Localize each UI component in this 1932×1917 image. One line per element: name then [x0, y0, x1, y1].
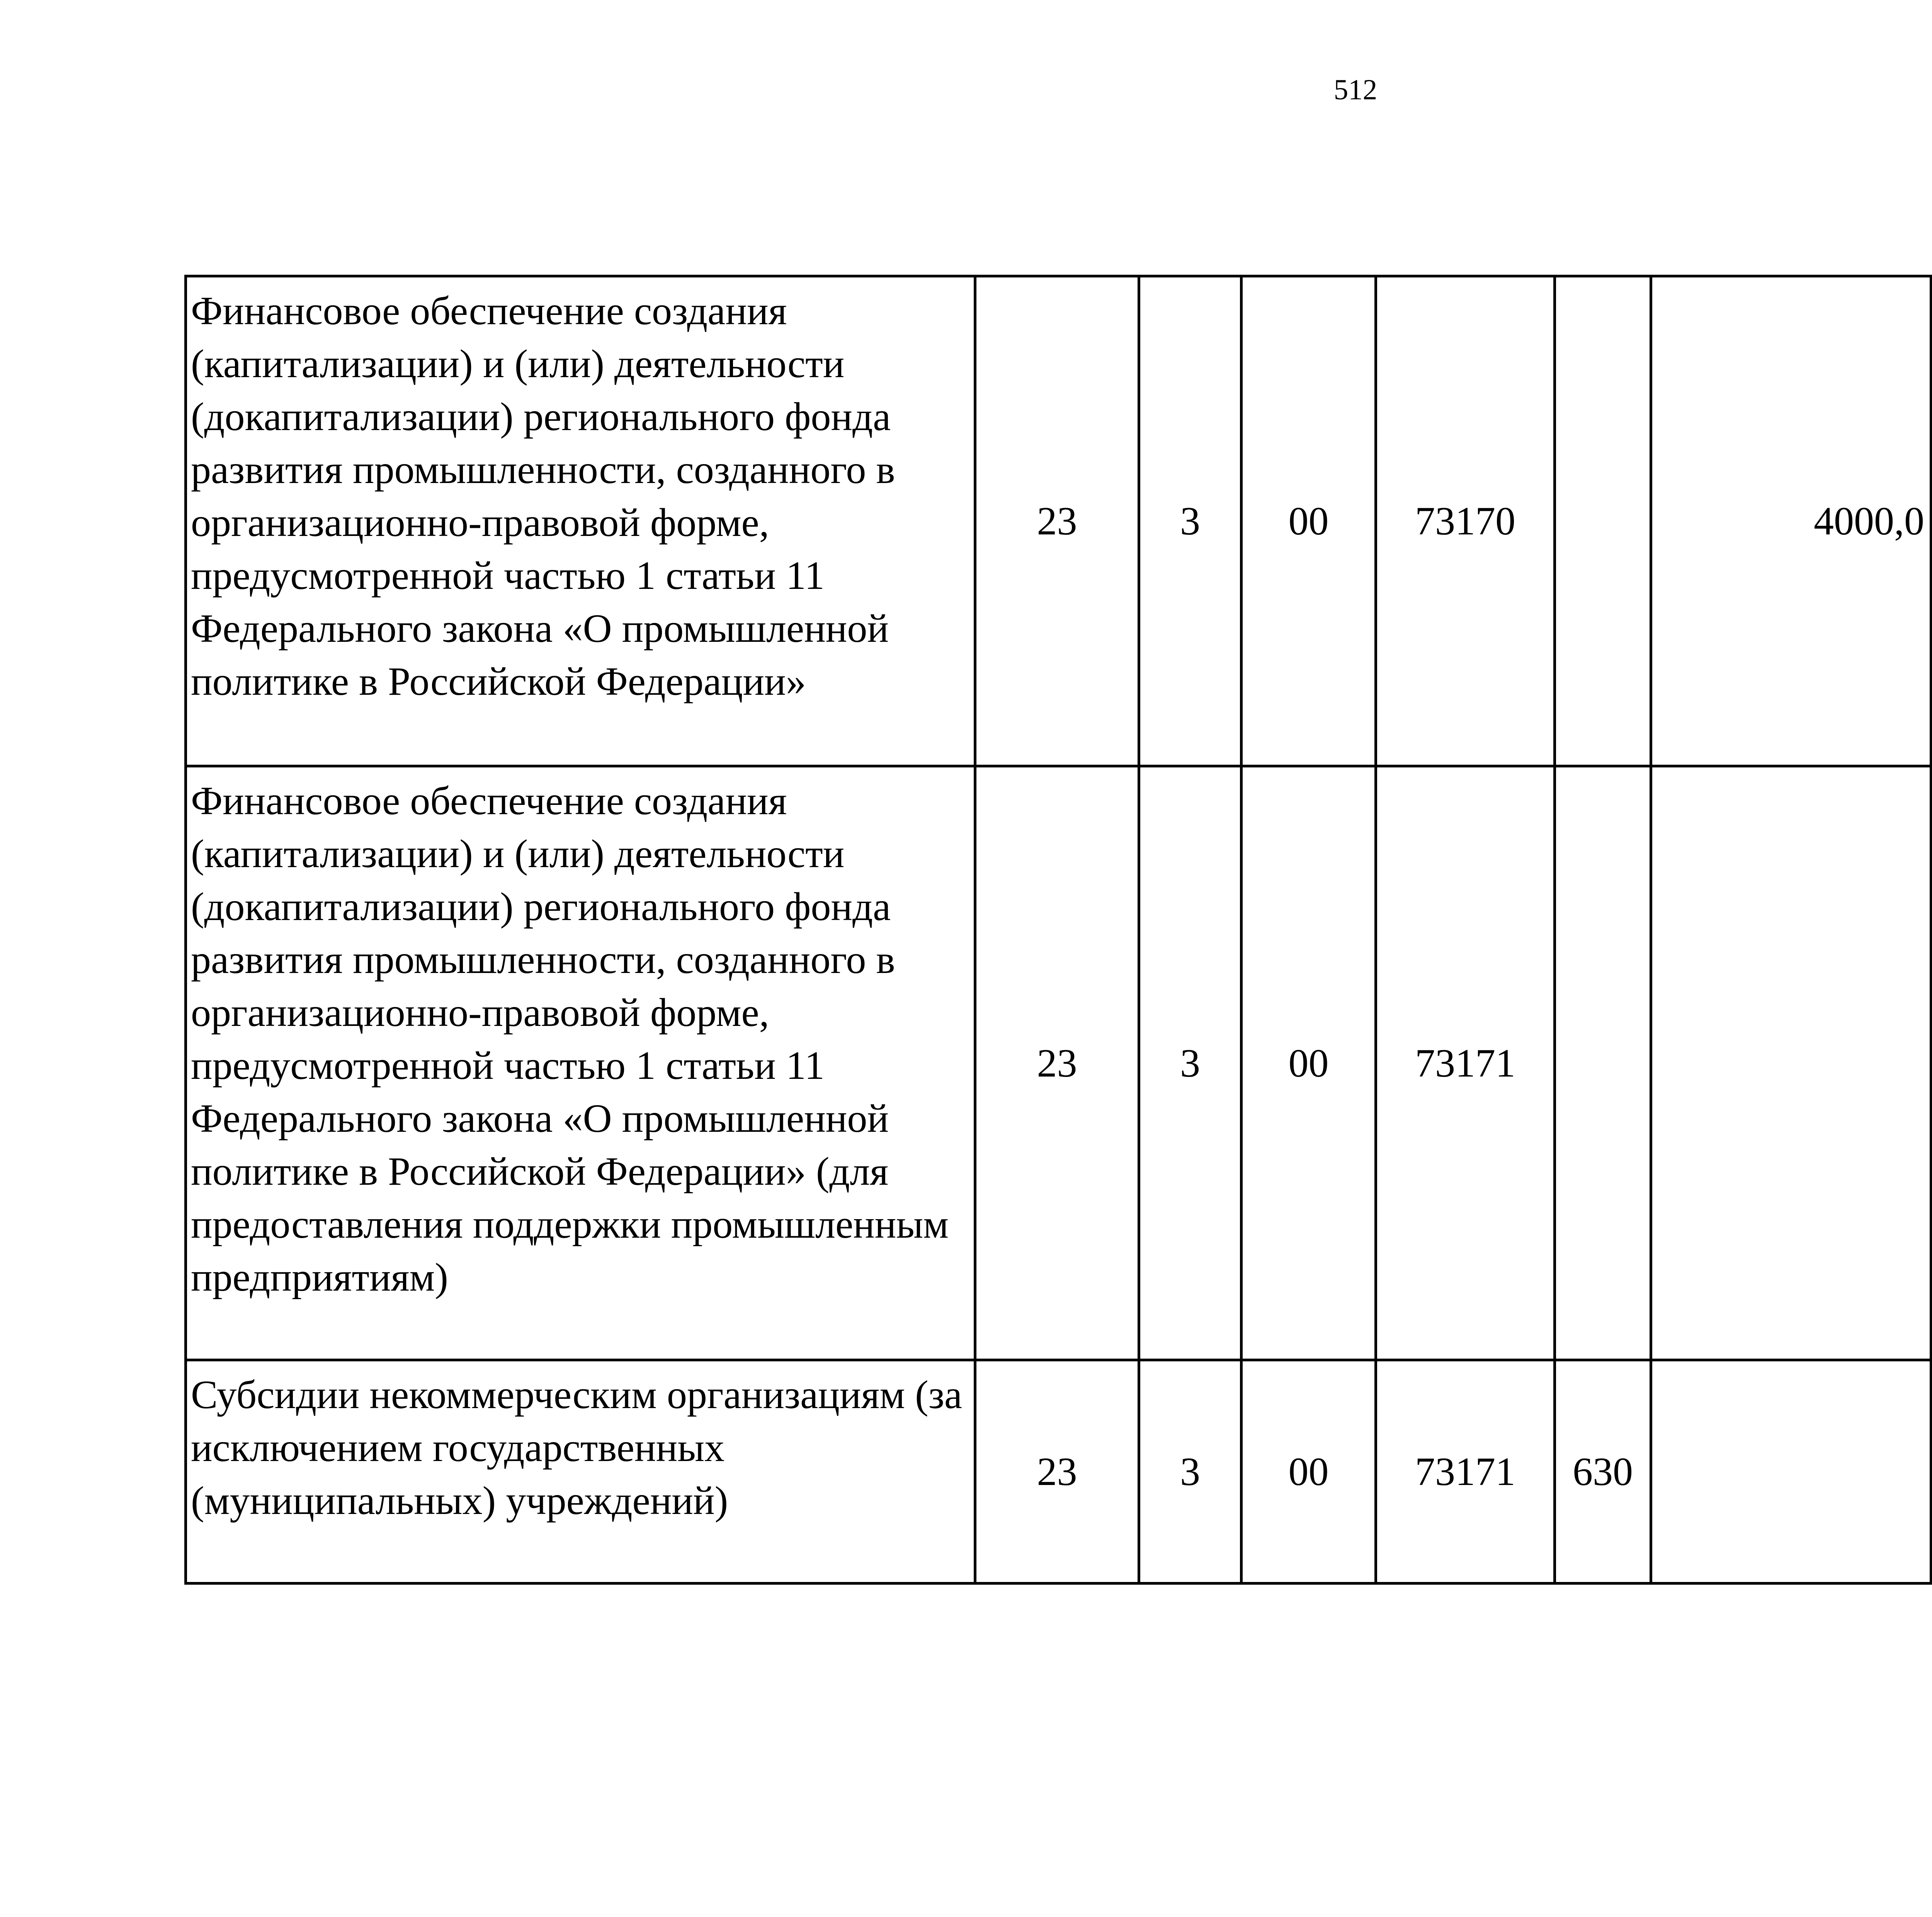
code-cell: 73170: [1376, 276, 1555, 766]
code-cell: 23: [975, 766, 1139, 1360]
table-row: [186, 276, 1932, 766]
code-cell: 73171: [1376, 766, 1555, 1360]
code-cell: 3: [1139, 276, 1242, 766]
amount-cell: 4000,0: [1651, 276, 1931, 766]
description-cell: Финансовое обеспечение создания (капитализации) и (или) деятельности (докапитализации) регионального фонда развития промышленности, созданного в организационно-правовой форме, предусмотренной частью 1 статьи 11 Федерального закона «О промышленной политике в Российской Федерации» (для предоставления поддержки промышленным предприятиям): [186, 766, 975, 1360]
amount-cell: [1651, 1360, 1931, 1584]
code-cell: 630: [1555, 1360, 1651, 1584]
code-cell: 3: [1139, 766, 1242, 1360]
code-cell: 00: [1242, 766, 1376, 1360]
amount-cell: [1651, 766, 1931, 1360]
code-cell: 23: [975, 276, 1139, 766]
code-cell: 3: [1139, 1360, 1242, 1584]
code-cell: 00: [1242, 1360, 1376, 1584]
budget-table: [184, 275, 1932, 1585]
table-row: [186, 1360, 1932, 1584]
description-cell: Финансовое обеспечение создания (капитализации) и (или) деятельности (докапитализации) регионального фонда развития промышленности, созданного в организационно-правовой форме, предусмотренной частью 1 статьи 11 Федерального закона «О промышленной политике в Российской Федерации»: [186, 276, 975, 766]
description-cell: Субсидии некоммерческим организациям (за исключением государственных (муниципальных) учреждений): [186, 1360, 975, 1584]
page-number: 512: [1333, 74, 1378, 106]
code-cell: [1555, 766, 1651, 1360]
table-row: [186, 766, 1932, 1360]
code-cell: 73171: [1376, 1360, 1555, 1584]
code-cell: 00: [1242, 276, 1376, 766]
code-cell: [1555, 276, 1651, 766]
code-cell: 23: [975, 1360, 1139, 1584]
